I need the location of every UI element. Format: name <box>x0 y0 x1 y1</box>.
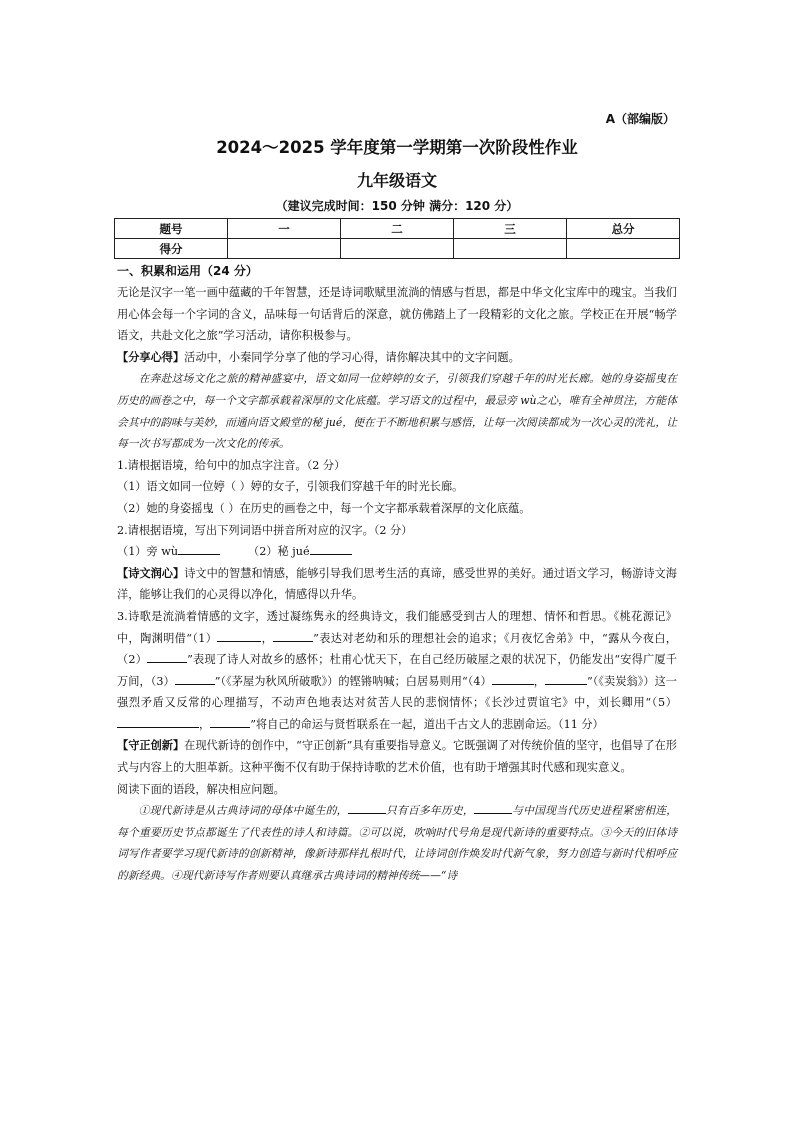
answer-blank[interactable] <box>348 801 386 814</box>
page-title: 2024～2025 学年度第一学期第一次阶段性作业 <box>216 138 578 157</box>
answer-blank[interactable] <box>310 542 352 555</box>
poem-text: 诗文中的智慧和情感，能够引导我们思考生活的真谛，感受世界的美好。通过语文学习，畅游诗文海洋，能够让我们的心灵得以净化，情感得以升华。 <box>117 566 677 602</box>
score-cell <box>341 239 454 259</box>
answer-blank[interactable] <box>217 629 261 642</box>
poem-label: 【诗文润心】 <box>117 565 185 580</box>
answer-blank[interactable] <box>492 672 534 685</box>
reading-prompt: 阅读下面的语段，解决相应问题。 <box>117 782 285 796</box>
answer-blank[interactable] <box>474 801 512 814</box>
table-cell: 总分 <box>567 219 680 239</box>
share-text: 活动中，小秦同学分享了他的学习心得，请你解决其中的文字问题。 <box>184 350 520 364</box>
answer-blank[interactable] <box>117 715 199 728</box>
share-paragraph <box>117 347 677 369</box>
table-cell: 二 <box>341 219 454 239</box>
score-cell <box>454 239 567 259</box>
score-cell <box>567 239 680 259</box>
passage-text: 只有百多年历史， <box>385 804 474 818</box>
answer-blank[interactable] <box>210 715 250 728</box>
q2-2-text: （2）秘 jué <box>248 545 310 559</box>
table-cell: 题号 <box>115 219 228 239</box>
question-2: 2.请根据语境，写出下列词语中拼音所对应的汉字。（2 分） <box>117 523 413 537</box>
question-3 <box>117 606 677 736</box>
edition-label: A（部编版） <box>605 112 675 126</box>
answer-blank[interactable] <box>273 629 313 642</box>
q1-1-text-b: （ ）婷的女子，引领我们穿越千年的时光长廊。 <box>224 480 464 494</box>
q3-text: ”（《卖炭翁》）这一强烈矛盾又反常的心理描写，不动声色地表达对贫苦人民的悲悯情怀；《长沙过贾谊宅》中，刘长卿用“（5） <box>117 674 677 710</box>
q3-text: ”表现了诗人对故乡的感怀；杜甫心忧天下，在自己经历破屋之艰的状况下，仍能发出“安得广厦千万间，（3） <box>117 653 677 688</box>
question-1: 1.请根据语境，给句中的加点字注音。（2 分） <box>117 458 346 472</box>
q3-text: 3.诗歌是流淌着情感的文字，透过凝练隽永的经典诗文，我们能感受到古人的理想、情怀和哲思。《桃花源记》中，陶渊明借“（1） <box>117 609 677 645</box>
question-1-item-2 <box>117 498 677 520</box>
passage-paragraph: 在奔赴这场文化之旅的精神盛宴中，语文如同一位婷婷的女子，引领我们穿越千年的时光长廊。她的身姿摇曳在历史的画卷之中，每一个文字都承载着深厚的文化底蕴。学习语文的过程中，最忌旁 wù之心，唯有全神贯注，方能体会其中的韵味与美妙，而通向语文殿堂的秘 jué，便在于不断地积累与感悟，让每一次阅读都成为一次心灵的洗礼，让每一次书写都成为一次文化的传承。 <box>117 372 677 451</box>
table-cell: 一 <box>228 219 341 239</box>
answer-blank[interactable] <box>175 672 215 685</box>
q3-text: ， <box>261 631 274 645</box>
question-2-items <box>117 541 677 563</box>
intro-paragraph: 无论是汉字一笔一画中蕴藏的千年智慧，还是诗词歌赋里流淌的情感与哲思，都是中华文化宝库中的瑰宝。当我们用心体会每一个字词的含义，品味每一句话背后的深意，就仿佛踏上了一段精彩的文化之旅。学校正在开展“畅学语文，共赴文化之旅”学习活动，请你积极参与。 <box>117 286 677 343</box>
table-cell: 得分 <box>115 239 228 259</box>
q1-2-text-b: （ ）在历史的画卷之中，每一个文字都承载着深厚的文化底蕴。 <box>213 501 531 515</box>
time-info: （建议完成时间：150 分钟 满分：120 分） <box>275 199 519 213</box>
table-row <box>115 239 680 259</box>
innovation-text: 在现代新诗的创作中，“守正创新”具有重要指导意义。它既强调了对传统价值的坚守，也倡导了在形式与内容上的大胆革新。这种平衡不仅有助于保持诗歌的艺术价值，也有助于增强其时代感和现实意义。 <box>117 739 677 775</box>
innovation-paragraph <box>117 735 677 778</box>
dotted-char: 曳 <box>202 501 214 515</box>
answer-blank[interactable] <box>147 650 187 663</box>
q1-1-text: （1）语文如同一位 <box>117 480 214 494</box>
answer-blank[interactable] <box>178 542 220 555</box>
q1-2-text: （2）她的身姿摇 <box>117 501 203 515</box>
table-cell: 三 <box>454 219 567 239</box>
dotted-char: 婷 <box>213 480 225 494</box>
innovation-label: 【守正创新】 <box>117 738 185 753</box>
q3-text: ， <box>533 674 546 688</box>
share-label: 【分享心得】 <box>117 349 185 364</box>
reading-passage <box>117 800 677 886</box>
q3-text: ”表达对老幼和乐的理想社会的追求；《月夜忆舍弟》中，“露从今夜白，（2） <box>117 631 677 667</box>
question-1-item-1 <box>117 476 677 498</box>
q3-text: ， <box>199 717 211 731</box>
passage-text: 与中国现当代历史进程紧密相连，每个重要历史节点都诞生了代表性的诗人和诗篇。②可以说，吹响时代号角是现代新诗的重要特点。③今天的旧体诗词写作者要学习现代新诗的创新精神，像新诗那样扎根时代，让诗词创作焕发时代新气象，努力创造与新时代相呼应的新经典。④现代新诗写作者则要认真继承古典诗词的精神传统——“诗 <box>117 804 678 883</box>
section-heading: 一、积累和运用（24 分） <box>117 264 258 278</box>
q2-1-text: （1）旁 wù <box>117 545 179 559</box>
q3-text: ”将自己的命运与贤哲联系在一起，道出千古文人的悲剧命运。（11 分） <box>250 717 604 731</box>
passage-text: ①现代新诗是从古典诗词的母体中诞生的， <box>138 804 348 818</box>
table-row <box>115 219 680 239</box>
answer-blank[interactable] <box>545 672 587 685</box>
q3-text: ”（《茅屋为秋风所破歌》）的铿锵呐喊；白居易则用“（4） <box>214 674 492 688</box>
document-page <box>117 108 677 887</box>
score-table <box>114 218 680 259</box>
poem-paragraph <box>117 563 677 606</box>
score-cell <box>228 239 341 259</box>
subject-title: 九年级语文 <box>356 171 437 190</box>
